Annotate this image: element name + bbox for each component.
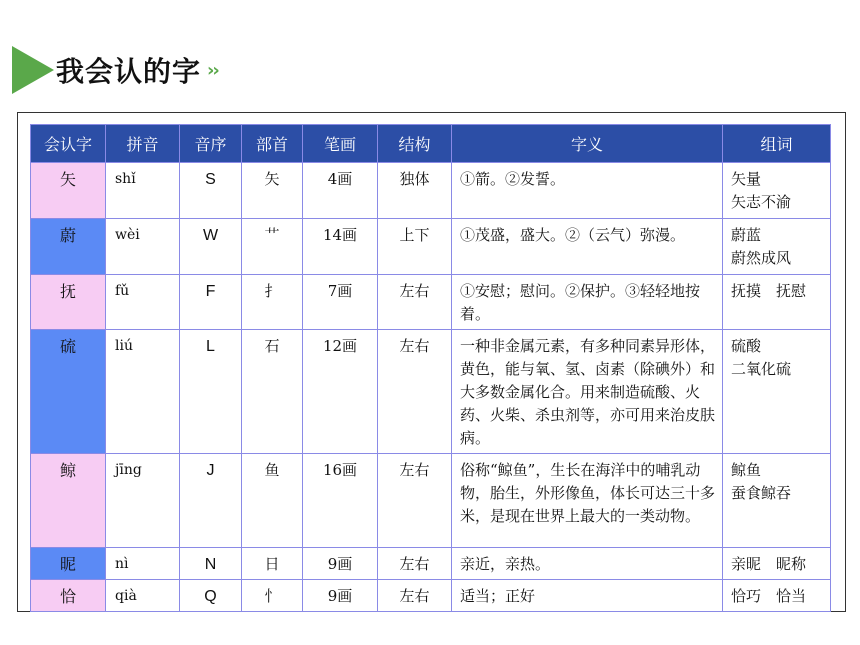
- strokes-cell: 7画: [303, 275, 378, 330]
- structure-cell: 左右: [378, 548, 452, 580]
- words-cell: 矢量 矢志不渝: [723, 163, 831, 219]
- radical-cell: 石: [242, 330, 303, 454]
- pinyin-cell: liú: [106, 330, 180, 454]
- meaning-cell: 一种非金属元素，有多种同素异形体，黄色，能与氧、氢、卤素（除碘外）和大多数金属化合。用来制造硫酸、火药、火柴、杀虫剂等，亦可用来治皮肤病。: [452, 330, 723, 454]
- strokes-cell: 9画: [303, 580, 378, 612]
- meaning-cell: ①安慰；慰问。②保护。③轻轻地按着。: [452, 275, 723, 330]
- order-cell: F: [180, 275, 242, 330]
- structure-cell: 左右: [378, 275, 452, 330]
- radical-cell: 忄: [242, 580, 303, 612]
- char-cell: 恰: [31, 580, 106, 612]
- column-header-pinyin: 拼音: [106, 125, 180, 163]
- strokes-cell: 16画: [303, 454, 378, 548]
- strokes-cell: 4画: [303, 163, 378, 219]
- section-title: 我会认的字: [56, 55, 202, 88]
- words-cell: 蔚蓝 蔚然成风: [723, 219, 831, 275]
- order-cell: J: [180, 454, 242, 548]
- words-cell: 恰巧 恰当: [723, 580, 831, 612]
- char-cell: 抚: [31, 275, 106, 330]
- radical-cell: 日: [242, 548, 303, 580]
- structure-cell: 上下: [378, 219, 452, 275]
- table-row: [31, 454, 831, 548]
- double-chevron-icon: ››: [207, 59, 218, 81]
- table-row: [31, 580, 831, 612]
- meaning-cell: 亲近，亲热。: [452, 548, 723, 580]
- table-row: [31, 548, 831, 580]
- table-row: [31, 275, 831, 330]
- structure-cell: 左右: [378, 580, 452, 612]
- char-cell: 矢: [31, 163, 106, 219]
- pinyin-cell: wèi: [106, 219, 180, 275]
- pinyin-cell: shǐ: [106, 163, 180, 219]
- strokes-cell: 9画: [303, 548, 378, 580]
- meaning-cell: 适当；正好: [452, 580, 723, 612]
- structure-cell: 左右: [378, 330, 452, 454]
- char-cell: 鲸: [31, 454, 106, 548]
- pinyin-cell: qià: [106, 580, 180, 612]
- column-header-strokes: 笔画: [303, 125, 378, 163]
- column-header-order: 音序: [180, 125, 242, 163]
- meaning-cell: ①箭。②发誓。: [452, 163, 723, 219]
- column-header-meaning: 字义: [452, 125, 723, 163]
- column-header-radical: 部首: [242, 125, 303, 163]
- words-cell: 亲昵 昵称: [723, 548, 831, 580]
- table-header-row: [31, 125, 831, 163]
- strokes-cell: 12画: [303, 330, 378, 454]
- meaning-cell: 俗称“鲸鱼”，生长在海洋中的哺乳动物，胎生，外形像鱼，体长可达三十多米，是现在世界上最大的一类动物。: [452, 454, 723, 548]
- words-cell: 鲸鱼 蚕食鲸吞: [723, 454, 831, 548]
- order-cell: L: [180, 330, 242, 454]
- radical-cell: 鱼: [242, 454, 303, 548]
- section-header: [12, 46, 218, 94]
- pinyin-cell: nì: [106, 548, 180, 580]
- pinyin-cell: fǔ: [106, 275, 180, 330]
- table-row: [31, 219, 831, 275]
- char-cell: 昵: [31, 548, 106, 580]
- column-header-words: 组词: [723, 125, 831, 163]
- pinyin-cell: jīng: [106, 454, 180, 548]
- char-cell: 蔚: [31, 219, 106, 275]
- order-cell: N: [180, 548, 242, 580]
- character-table: [30, 124, 831, 612]
- order-cell: S: [180, 163, 242, 219]
- words-cell: 抚摸 抚慰: [723, 275, 831, 330]
- structure-cell: 左右: [378, 454, 452, 548]
- order-cell: W: [180, 219, 242, 275]
- column-header-char: 会认字: [31, 125, 106, 163]
- order-cell: Q: [180, 580, 242, 612]
- radical-cell: 艹: [242, 219, 303, 275]
- column-header-structure: 结构: [378, 125, 452, 163]
- radical-cell: 矢: [242, 163, 303, 219]
- table-row: [31, 163, 831, 219]
- words-cell: 硫酸 二氧化硫: [723, 330, 831, 454]
- structure-cell: 独体: [378, 163, 452, 219]
- char-cell: 硫: [31, 330, 106, 454]
- strokes-cell: 14画: [303, 219, 378, 275]
- table-row: [31, 330, 831, 454]
- radical-cell: 扌: [242, 275, 303, 330]
- meaning-cell: ①茂盛，盛大。②（云气）弥漫。: [452, 219, 723, 275]
- arrow-icon: [12, 46, 54, 94]
